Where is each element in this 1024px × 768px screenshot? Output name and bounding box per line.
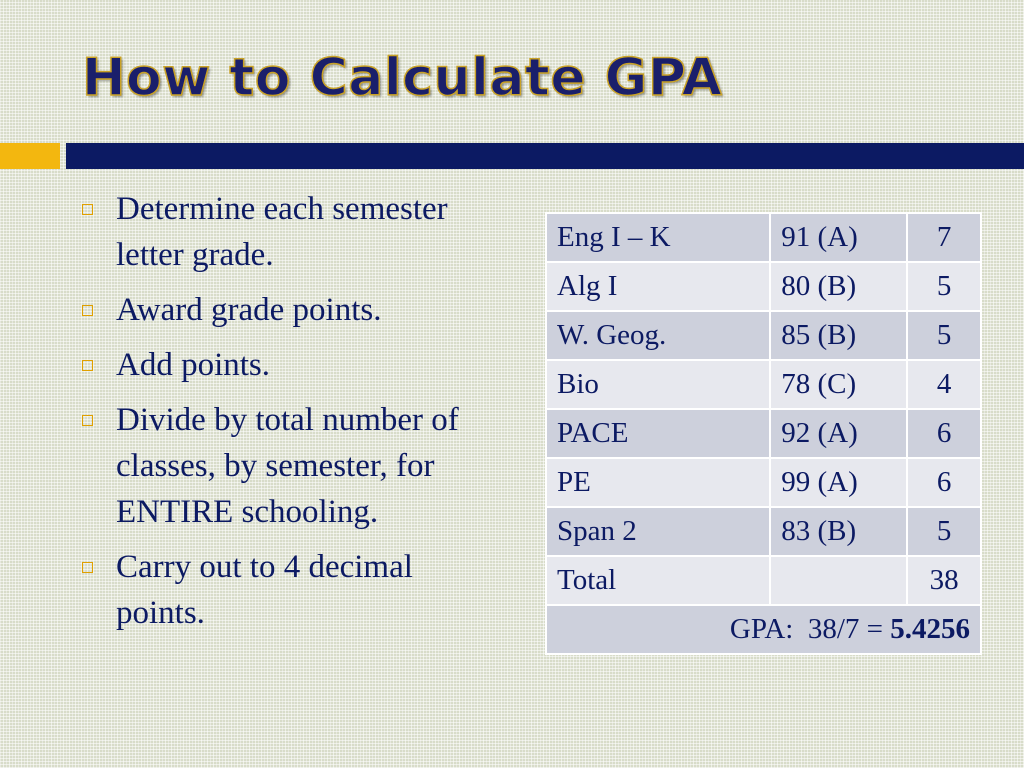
bullet-text: Divide by total number of classes, by semester, for ENTIRE schooling.	[116, 402, 459, 530]
points-cell: 6	[907, 409, 981, 458]
points-cell: 6	[907, 458, 981, 507]
points-cell: 5	[907, 507, 981, 556]
hollow-square-bullet-icon	[82, 204, 93, 215]
gpa-label: GPA:	[729, 613, 794, 645]
total-points-cell: 38	[907, 556, 981, 605]
bullet-text: Carry out to 4 decimal points.	[116, 549, 413, 631]
bullet-item	[80, 186, 500, 278]
bullet-item	[80, 287, 500, 333]
hollow-square-bullet-icon	[82, 360, 93, 371]
bullet-list	[80, 186, 500, 645]
course-cell: Eng I – K	[546, 213, 770, 262]
grade-cell: 85 (B)	[770, 311, 907, 360]
accent-bar-navy	[66, 143, 1024, 169]
bullet-item	[80, 342, 500, 388]
total-row	[546, 556, 981, 605]
total-grade-cell	[770, 556, 907, 605]
points-cell: 5	[907, 311, 981, 360]
table-row	[546, 311, 981, 360]
slide-title: How to Calculate GPA	[82, 48, 723, 108]
points-cell: 5	[907, 262, 981, 311]
course-cell: PACE	[546, 409, 770, 458]
hollow-square-bullet-icon	[82, 562, 93, 573]
course-cell: Bio	[546, 360, 770, 409]
hollow-square-bullet-icon	[82, 305, 93, 316]
gpa-result: 5.4256	[890, 613, 970, 645]
bullet-text: Award grade points.	[116, 292, 382, 328]
course-cell: Alg I	[546, 262, 770, 311]
total-label-cell: Total	[546, 556, 770, 605]
bullet-text: Determine each semester letter grade.	[116, 191, 448, 273]
points-cell: 4	[907, 360, 981, 409]
course-cell: W. Geog.	[546, 311, 770, 360]
grade-cell: 91 (A)	[770, 213, 907, 262]
table-row	[546, 262, 981, 311]
table-row	[546, 360, 981, 409]
hollow-square-bullet-icon	[82, 415, 93, 426]
bullet-text: Add points.	[116, 347, 271, 383]
course-cell: PE	[546, 458, 770, 507]
gpa-row	[546, 605, 981, 654]
bullet-item	[80, 397, 500, 535]
table-row	[546, 213, 981, 262]
grade-cell: 99 (A)	[770, 458, 907, 507]
grade-cell: 80 (B)	[770, 262, 907, 311]
grade-table	[545, 212, 982, 655]
grade-cell: 78 (C)	[770, 360, 907, 409]
accent-bar-gold	[0, 143, 60, 169]
bullet-item	[80, 544, 500, 636]
gpa-formula: 38/7 =	[807, 613, 883, 645]
grade-cell: 92 (A)	[770, 409, 907, 458]
grade-cell: 83 (B)	[770, 507, 907, 556]
course-cell: Span 2	[546, 507, 770, 556]
points-cell: 7	[907, 213, 981, 262]
table-row	[546, 507, 981, 556]
table-row	[546, 409, 981, 458]
gpa-cell	[546, 605, 981, 654]
table-row	[546, 458, 981, 507]
